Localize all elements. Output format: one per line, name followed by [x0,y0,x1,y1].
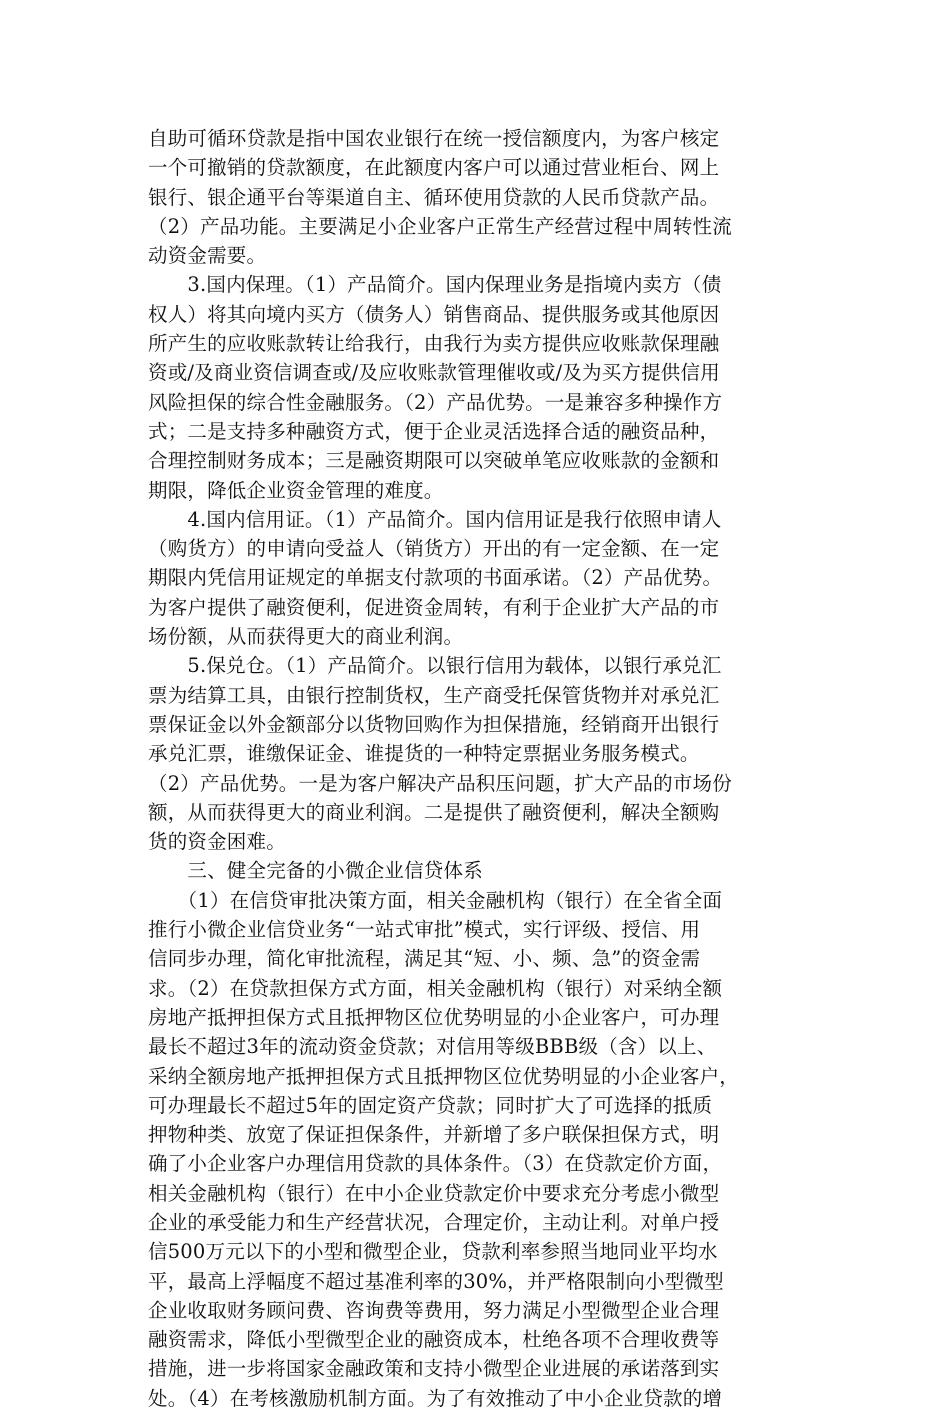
text-line: 式；二是支持多种融资方式，便于企业灵活选择合适的融资品种， [148,419,720,443]
text-line: 承兑汇票，谁缴保证金、谁提货的一种特定票据业务服务模式。 [148,742,700,766]
text-line: 平，最高上浮幅度不超过基准利率的30%，并严格限制向小型微型 [148,1269,724,1293]
text-line: 求。（2）在贷款担保方式方面，相关金融机构（银行）对采纳全额 [148,976,723,1000]
text-line: 期限，降低企业资金管理的难度。 [148,478,444,502]
text-line: 企业的承受能力和生产经营状况，合理定价，主动让利。对单户授 [148,1210,720,1234]
text-line: 房地产抵押担保方式且抵押物区位优势明显的小企业客户，可办理 [148,1005,720,1029]
body-text [148,124,808,1413]
text-line: 4.国内信用证。（1）产品简介。国内信用证是我行依照申请人 [148,507,722,531]
text-line: 票为结算工具，由银行控制货权，生产商受托保管货物并对承兑汇 [148,683,720,707]
text-line: （2）产品优势。一是为客户解决产品积压问题，扩大产品的市场份 [148,771,732,795]
text-line: 一个可撤销的贷款额度，在此额度内客户可以通过营业柜台、网上 [148,156,720,180]
text-line: 信500万元以下的小型和微型企业，贷款利率参照当地同业平均水 [148,1240,718,1264]
text-line: 企业收取财务顾问费、咨询费等费用，努力满足小型微型企业合理 [148,1298,720,1322]
text-line: 5.保兑仓。（1）产品简介。以银行信用为载体，以银行承兑汇 [148,654,722,678]
text-line: 权人）将其向境内买方（债务人）销售商品、提供服务或其他原因 [148,302,720,326]
section-heading: 三、健全完备的小微企业信贷体系 [148,859,483,883]
text-line: 票保证金以外金额部分以货物回购作为担保措施，经销商开出银行 [148,712,720,736]
text-line: 所产生的应收账款转让给我行，由我行为卖方提供应收账款保理融 [148,332,720,356]
text-line: 动资金需要。 [148,244,267,268]
text-line: 信同步办理，简化审批流程，满足其“短、小、频、急”的资金需 [148,947,701,971]
text-line: 推行小微企业信贷业务“一站式审批”模式，实行评级、授信、用 [148,918,701,942]
text-line: 自助可循环贷款是指中国农业银行在统一授信额度内，为客户核定 [148,127,720,150]
text-line: 风险担保的综合性金融服务。（2）产品优势。一是兼容多种操作方 [148,390,723,414]
text-line: 押物种类、放宽了保证担保条件，并新增了多户联保担保方式，明 [148,1123,720,1147]
text-line: （2）产品功能。主要满足小企业客户正常生产经营过程中周转性流 [148,214,732,238]
text-line: （1）在信贷审批决策方面，相关金融机构（银行）在全省全面 [148,888,723,912]
text-line: 银行、银企通平台等渠道自主、循环使用贷款的人民币贷款产品。 [148,185,720,209]
text-line: 措施，进一步将国家金融政策和支持小微型企业进展的承诺落到实 [148,1357,720,1381]
text-line: 期限内凭信用证规定的单据支付款项的书面承诺。（2）产品优势。 [148,566,723,590]
text-line: 相关金融机构（银行）在中小企业贷款定价中要求充分考虑小微型 [148,1181,720,1205]
text-line: （购货方）的申请向受益人（销货方）开出的有一定金额、在一定 [148,537,720,561]
text-line: 额，从而获得更大的商业利润。二是提供了融资便利，解决全额购 [148,800,720,824]
text-line: 合理控制财务成本；三是融资期限可以突破单笔应收账款的金额和 [148,449,720,473]
text-line: 确了小企业客户办理信用贷款的具体条件。（3）在贷款定价方面， [148,1152,723,1176]
text-line: 场份额，从而获得更大的商业利润。 [148,625,464,649]
text-line: 融资需求，降低小型微型企业的融资成本，杜绝各项不合理收费等 [148,1328,720,1352]
text-line: 最长不超过3年的流动资金贷款；对信用等级BBB级（含）以上、 [148,1035,717,1059]
text-line: 处。（4）在考核激励机制方面。为了有效推动了中小企业贷款的增 [148,1386,723,1410]
text-line: 货的资金困难。 [148,830,286,854]
text-line: 为客户提供了融资便利，促进资金周转，有利于企业扩大产品的市 [148,595,720,619]
text-line: 采纳全额房地产抵押担保方式且抵押物区位优势明显的小企业客户， [148,1064,740,1088]
text-line: 3.国内保理。（1）产品简介。国内保理业务是指境内卖方（债 [148,273,722,297]
text-line: 可办理最长不超过5年的固定资产贷款；同时扩大了可选择的抵质 [148,1093,713,1117]
text-line: 资或/及商业资信调查或/及应收账款管理催收或/及为买方提供信用 [148,361,720,385]
